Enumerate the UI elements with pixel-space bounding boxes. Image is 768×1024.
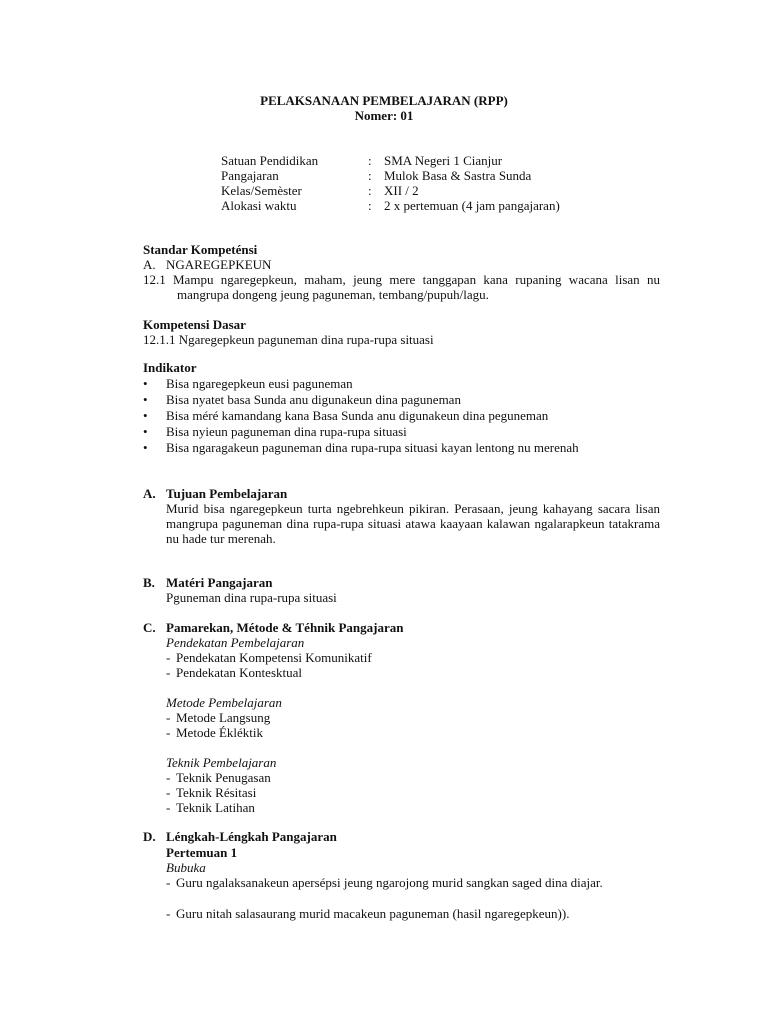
identity-colon: : (368, 153, 372, 168)
identity-colon: : (368, 183, 372, 198)
indikator-heading: Indikator (143, 360, 197, 375)
identity-colon: : (368, 198, 372, 213)
document-number: Nomer: 01 (354, 108, 414, 123)
list-item: • Bisa ngaregepkeun eusi paguneman (143, 376, 353, 391)
list-item: Guru nitah salasaurang murid macakeun paguneman (hasil ngaregepkeun)). (176, 906, 570, 921)
list-item: • Bisa méré kamandang kana Basa Sunda anu digunakeun dina peguneman (143, 408, 549, 423)
section-d-marker: D. (143, 829, 156, 844)
sub-title: Bubuka (166, 860, 206, 875)
identity-label: Satuan Pendidikan (221, 153, 319, 168)
section-c-heading: Pamarekan, Métode & Téhnik Pangajaran (166, 620, 404, 635)
list-item: - Pendekatan Kontesktual (166, 665, 302, 680)
list-item: • Bisa ngaragakeun paguneman dina rupa-rupa situasi kayan lentong nu merenah (143, 440, 579, 455)
standar-item-text: Mampu ngaregepkeun, maham, jeung mere tanggapan kana rupaning wacana lisan nu mangrupa dongeng jeung paguneman, tembang/pupuh/lagu. (173, 272, 660, 302)
list-item: - Teknik Résitasi (166, 785, 257, 800)
identity-value: 2 x pertemuan (4 jam pangajaran) (384, 198, 560, 213)
list-item: - Teknik Penugasan (166, 770, 271, 785)
bullet-icon: • (143, 392, 148, 407)
section-b-marker: B. (143, 575, 155, 590)
list-item: - Metode Ékléktik (166, 725, 264, 740)
standar-sub-marker: A. (143, 257, 156, 272)
identity-label: Pangajaran (221, 168, 279, 183)
identity-value: XII / 2 (384, 183, 419, 198)
list-item: • Bisa nyatet basa Sunda anu digunakeun dina paguneman (143, 392, 461, 407)
section-b-text: Pguneman dina rupa-rupa situasi (166, 590, 337, 605)
section-a-marker: A. (143, 486, 156, 501)
kompetensi-text: 12.1.1 Ngaregepkeun paguneman dina rupa-rupa situasi (143, 332, 434, 347)
dash-marker: - (166, 906, 171, 921)
section-a-heading: Tujuan Pembelajaran (166, 486, 288, 501)
identity-value: Mulok Basa & Sastra Sunda (384, 168, 532, 183)
kompetensi-heading: Kompetensi Dasar (143, 317, 246, 332)
standar-item-number: 12.1 (143, 272, 166, 287)
section-c-marker: C. (143, 620, 156, 635)
dash-marker: - (166, 875, 171, 890)
meeting-title: Pertemuan 1 (166, 845, 238, 860)
bullet-icon: • (143, 440, 148, 455)
document-title: PELAKSANAAN PEMBELAJARAN (RPP) (260, 93, 508, 108)
list-item: - Teknik Latihan (166, 800, 255, 815)
section-a-text: Murid bisa ngaregepkeun turta ngebrehkeun pikiran. Perasaan, jeung kahayang sacara lisan mangrupa paguneman dina rupa-rupa situasi atawa kaayaan kalawan ngalarapkeun tatakrama nu hade tur merenah. (166, 501, 660, 546)
list-item: Guru ngalaksanakeun apersépsi jeung ngarojong murid sangkan saged dina diajar. (176, 875, 603, 890)
identity-label: Kelas/Semèster (221, 183, 302, 198)
list-item: • Bisa nyieun paguneman dina rupa-rupa situasi (143, 424, 407, 439)
section-b-heading: Matéri Pangajaran (166, 575, 273, 590)
group-title: Pendekatan Pembelajaran (166, 635, 305, 650)
standar-heading: Standar Kompeténsi (143, 242, 258, 257)
section-d-heading: Léngkah-Léngkah Pangajaran (166, 829, 337, 844)
group-title: Teknik Pembelajaran (166, 755, 277, 770)
list-item: - Pendekatan Kompetensi Komunikatif (166, 650, 372, 665)
identity-colon: : (368, 168, 372, 183)
bullet-icon: • (143, 376, 148, 391)
bullet-icon: • (143, 424, 148, 439)
identity-value: SMA Negeri 1 Cianjur (384, 153, 503, 168)
identity-label: Alokasi waktu (221, 198, 297, 213)
bullet-icon: • (143, 408, 148, 423)
group-title: Metode Pembelajaran (166, 695, 282, 710)
standar-sub-text: NGAREGEPKEUN (166, 257, 272, 272)
list-item: - Metode Langsung (166, 710, 271, 725)
